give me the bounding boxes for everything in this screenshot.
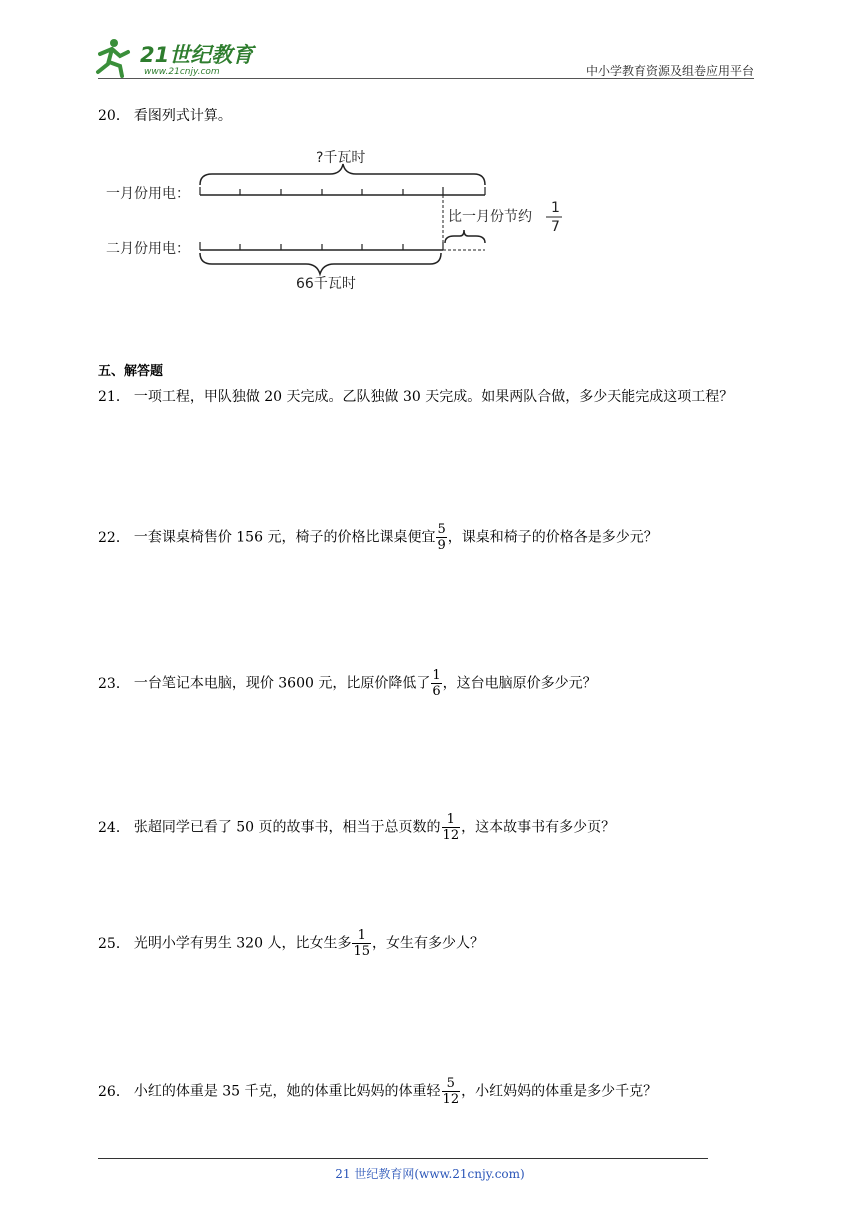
question-text-post: ，这本故事书有多少页？ — [461, 819, 616, 836]
runner-icon — [98, 39, 128, 76]
fraction — [436, 522, 446, 553]
question-22 — [98, 522, 658, 553]
question-number: 26． — [98, 1083, 130, 1100]
bottom-brace-label: 66千瓦时 — [296, 276, 356, 292]
row2-ticks — [200, 242, 443, 250]
question-23 — [98, 668, 597, 699]
question-number: 21． — [98, 389, 130, 405]
question-text: 一项工程，甲队独做 20 天完成。乙队独做 30 天完成。如果两队合做，多少天能完成这项工程？ — [133, 389, 734, 405]
question-number: 25． — [98, 935, 130, 952]
platform-name: 中小学教育资源及组卷应用平台 — [585, 64, 754, 78]
fraction-denominator: 6 — [432, 684, 441, 699]
fraction — [442, 1076, 461, 1107]
header-divider — [98, 78, 754, 79]
bottom-brace — [200, 253, 441, 274]
fraction-numerator: 5 — [437, 522, 446, 537]
question-text: 看图列式计算。 — [133, 108, 232, 124]
row1-label: 一月份用电： — [106, 186, 190, 202]
question-text-post: ，女生有多少人？ — [372, 935, 484, 952]
fraction — [442, 812, 461, 843]
fraction-numerator: 1 — [357, 928, 366, 943]
question-text-post: ，小红妈妈的体重是多少千克？ — [461, 1083, 658, 1100]
row1-ticks — [200, 187, 485, 195]
site-logo — [92, 34, 262, 78]
side-label: 比一月份节约 — [448, 209, 532, 225]
row2-label: 二月份用电： — [106, 241, 190, 257]
question-text-pre: 一台笔记本电脑，现价 3600 元，比原价降低了 — [133, 675, 431, 692]
question-number: 22． — [98, 529, 130, 546]
fraction-denominator: 15 — [353, 944, 370, 959]
logo-url: www.21cnjy.com — [144, 67, 220, 77]
fraction — [431, 668, 441, 699]
footer-link[interactable]: 21 世纪教育网(www.21cnjy.com) — [335, 1167, 525, 1181]
fraction-numerator: 1 — [432, 668, 441, 683]
fraction-numerator: 5 — [446, 1076, 455, 1091]
question-text-post: ，课桌和椅子的价格各是多少元？ — [447, 529, 658, 546]
fraction-denominator: 12 — [442, 828, 460, 843]
question-text-pre: 小红的体重是 35 千克，她的体重比妈妈的体重轻 — [133, 1083, 441, 1100]
footer-divider — [98, 1158, 708, 1159]
question-25 — [98, 928, 484, 959]
question-text-pre: 光明小学有男生 320 人，比女生多 — [133, 935, 352, 952]
question-26 — [98, 1076, 657, 1107]
question-21 — [98, 387, 733, 407]
fraction-denominator: 9 — [437, 538, 446, 553]
question-number: 24． — [98, 819, 130, 836]
question-text-pre: 张超同学已看了 50 页的故事书，相当于总页数的 — [133, 819, 441, 836]
side-frac-den: 7 — [551, 219, 560, 235]
question-text-post: ，这台电脑原价多少元？ — [442, 675, 597, 692]
logo-text: 21世纪教育 — [140, 43, 254, 67]
question-20 — [98, 106, 232, 126]
top-brace — [200, 164, 485, 185]
fraction-numerator: 1 — [446, 812, 455, 827]
saved-brace — [445, 230, 485, 243]
top-brace-label: ?千瓦时 — [316, 150, 366, 166]
fraction-denominator: 12 — [442, 1092, 460, 1107]
section-title: 五、解答题 — [98, 364, 164, 379]
side-frac-num: 1 — [551, 200, 560, 216]
electricity-diagram — [98, 140, 578, 300]
question-text-pre: 一套课桌椅售价 156 元，椅子的价格比课桌便宜 — [133, 529, 436, 546]
question-number: 23． — [98, 675, 130, 692]
fraction — [352, 928, 371, 959]
question-number: 20． — [98, 108, 130, 124]
question-24 — [98, 812, 615, 843]
